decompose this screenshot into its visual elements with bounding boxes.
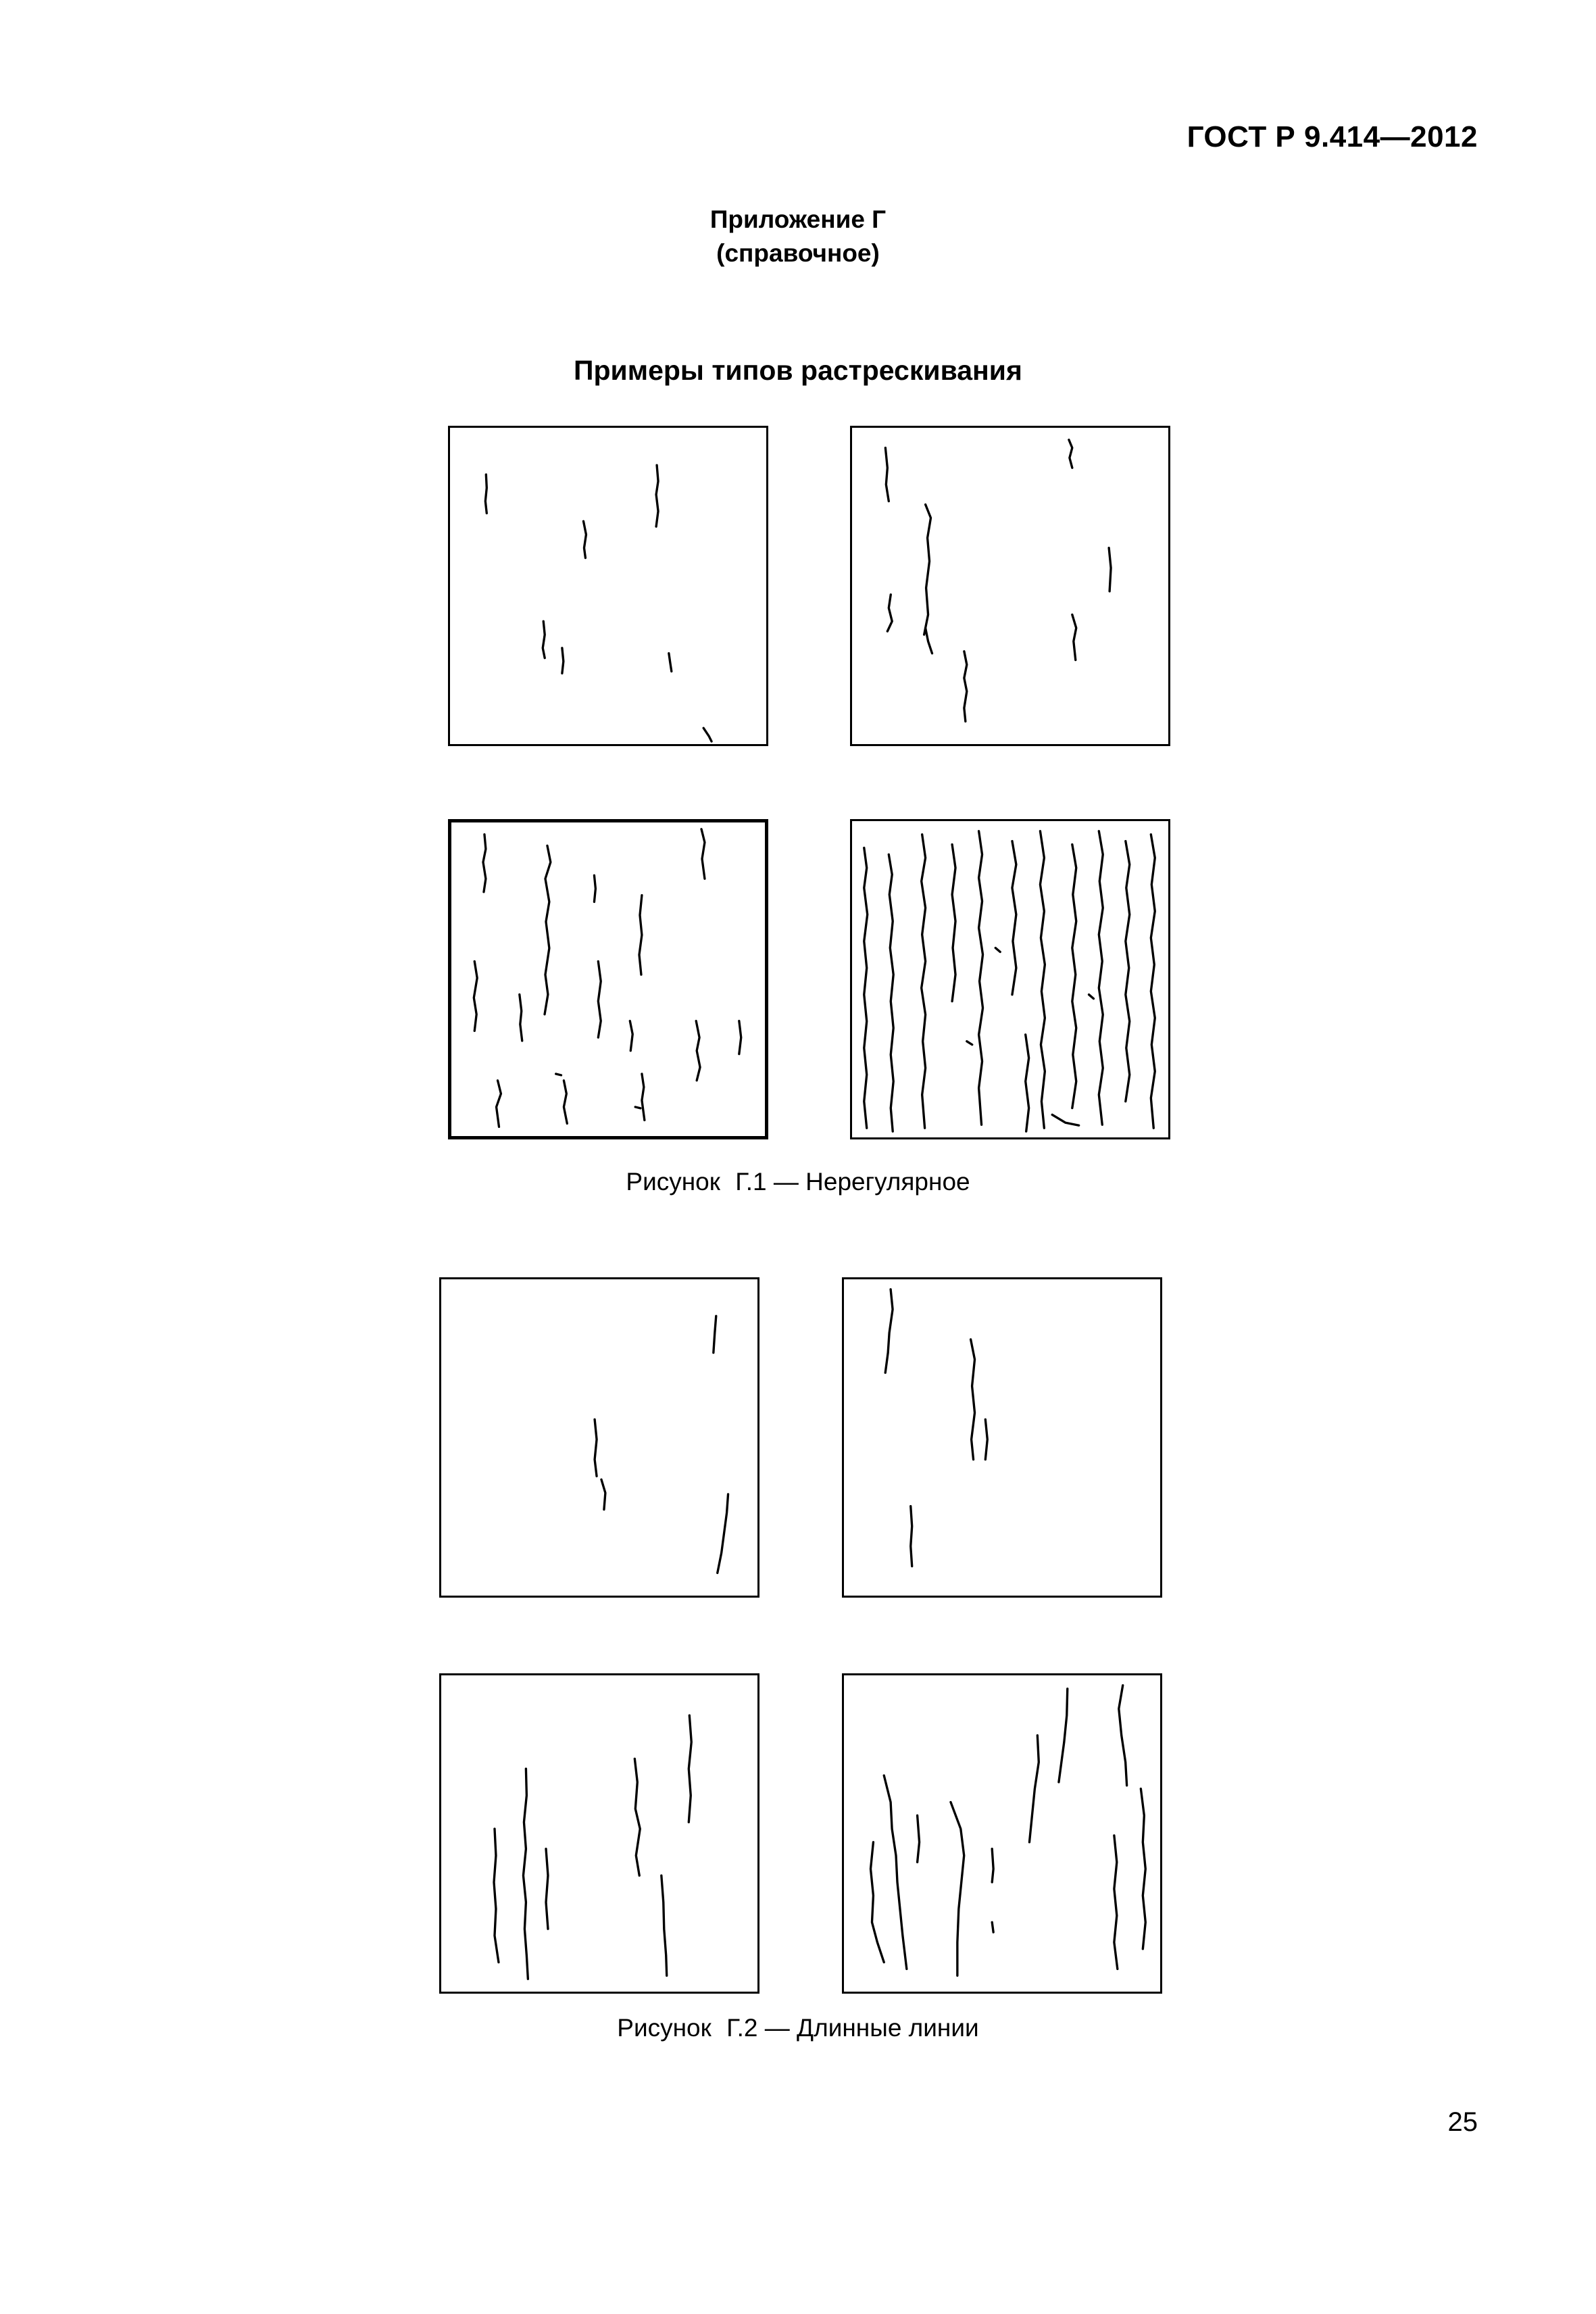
appendix-subtitle: (справочное) bbox=[716, 239, 880, 267]
section-title: Примеры типов растрескивания bbox=[574, 355, 1022, 386]
figure-caption-text: — Нерегулярное bbox=[773, 1168, 970, 1196]
figure-g2-panel-2 bbox=[842, 1277, 1162, 1598]
page-number: 25 bbox=[1447, 2107, 1478, 2137]
figure-g2-caption bbox=[0, 2014, 1596, 2042]
figure-g1-panel-3 bbox=[448, 819, 768, 1139]
crack-pattern-drawing bbox=[844, 1675, 1160, 1992]
crack-pattern-drawing bbox=[451, 822, 765, 1136]
figure-g1-panel-4 bbox=[850, 819, 1170, 1139]
appendix-heading bbox=[0, 203, 1596, 270]
crack-pattern-drawing bbox=[852, 428, 1168, 744]
figure-g1-caption bbox=[0, 1168, 1596, 1196]
crack-pattern-drawing bbox=[441, 1675, 757, 1992]
figure-g1-panel-1 bbox=[448, 426, 768, 746]
crack-pattern-drawing bbox=[441, 1279, 757, 1596]
figure-g2-panel-1 bbox=[439, 1277, 759, 1598]
appendix-title: Приложение Г bbox=[709, 205, 887, 233]
figure-number: Г.1 bbox=[735, 1168, 767, 1196]
figure-g2-panel-3 bbox=[439, 1673, 759, 1994]
figure-label: Рисунок bbox=[617, 2014, 712, 2042]
figure-caption-text: — Длинные линии bbox=[764, 2014, 979, 2042]
figure-g2-panel-4 bbox=[842, 1673, 1162, 1994]
figure-label: Рисунок bbox=[626, 1168, 720, 1196]
document-standard-code: ГОСТ Р 9.414—2012 bbox=[1187, 120, 1478, 153]
crack-pattern-drawing bbox=[844, 1279, 1160, 1596]
figure-number: Г.2 bbox=[726, 2014, 758, 2042]
figure-g1-panel-2 bbox=[850, 426, 1170, 746]
crack-pattern-drawing bbox=[450, 428, 766, 744]
crack-pattern-drawing bbox=[852, 821, 1168, 1137]
